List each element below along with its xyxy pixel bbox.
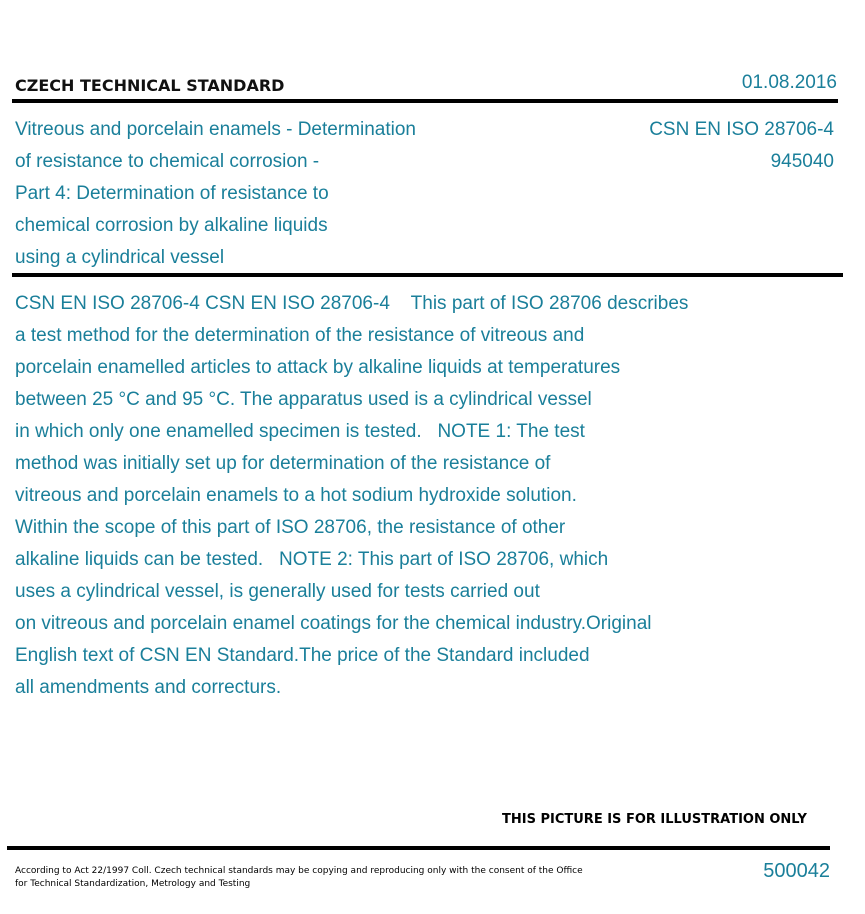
legal-notice: [15, 865, 583, 891]
abstract-line: between 25 °C and 95 °C. The apparatus used is a cylindrical vessel: [15, 389, 592, 410]
abstract-line: English text of CSN EN Standard.The price of the Standard included: [15, 645, 590, 666]
standard-codes: [649, 114, 834, 178]
footer-divider: [7, 846, 830, 850]
abstract-text: [15, 288, 845, 704]
title-line: Part 4: Determination of resistance to: [15, 183, 329, 204]
legal-notice-line: According to Act 22/1997 Coll. Czech technical standards may be copying and reproducing only with the consent of the Office: [15, 866, 583, 876]
abstract-line: porcelain enamelled articles to attack by alkaline liquids at temperatures: [15, 357, 621, 378]
title-line: of resistance to chemical corrosion -: [15, 151, 320, 172]
abstract-line: a test method for the determination of the resistance of vitreous and: [15, 325, 585, 346]
abstract-line: CSN EN ISO 28706-4 CSN EN ISO 28706-4 This part of ISO 28706 describes: [15, 293, 689, 314]
abstract-line: uses a cylindrical vessel, is generally used for tests carried out: [15, 581, 540, 602]
abstract-line: vitreous and porcelain enamels to a hot sodium hydroxide solution.: [15, 485, 577, 506]
standard-title: [15, 114, 495, 274]
legal-notice-line: for Technical Standardization, Metrology and Testing: [15, 879, 251, 889]
publication-date: 01.08.2016: [741, 72, 837, 93]
title-divider: [12, 273, 843, 277]
standard-code: CSN EN ISO 28706-4: [649, 119, 834, 140]
title-line: using a cylindrical vessel: [15, 247, 225, 268]
document-number: 500042: [763, 860, 830, 882]
abstract-line: method was initially set up for determination of the resistance of: [15, 453, 551, 474]
abstract-line: in which only one enamelled specimen is tested. NOTE 1: The test: [15, 421, 585, 442]
abstract-line: all amendments and correcturs.: [15, 677, 282, 698]
illustration-notice: THIS PICTURE IS FOR ILLUSTRATION ONLY: [502, 812, 807, 827]
abstract-line: alkaline liquids can be tested. NOTE 2: This part of ISO 28706, which: [15, 549, 609, 570]
title-line: chemical corrosion by alkaline liquids: [15, 215, 328, 236]
standard-type-heading: CZECH TECHNICAL STANDARD: [15, 76, 285, 95]
title-line: Vitreous and porcelain enamels - Determination: [15, 119, 416, 140]
abstract-line: Within the scope of this part of ISO 28706, the resistance of other: [15, 517, 566, 538]
abstract-line: on vitreous and porcelain enamel coatings for the chemical industry.Original: [15, 613, 652, 634]
header-divider: [12, 99, 838, 103]
catalog-number: 945040: [770, 151, 834, 172]
